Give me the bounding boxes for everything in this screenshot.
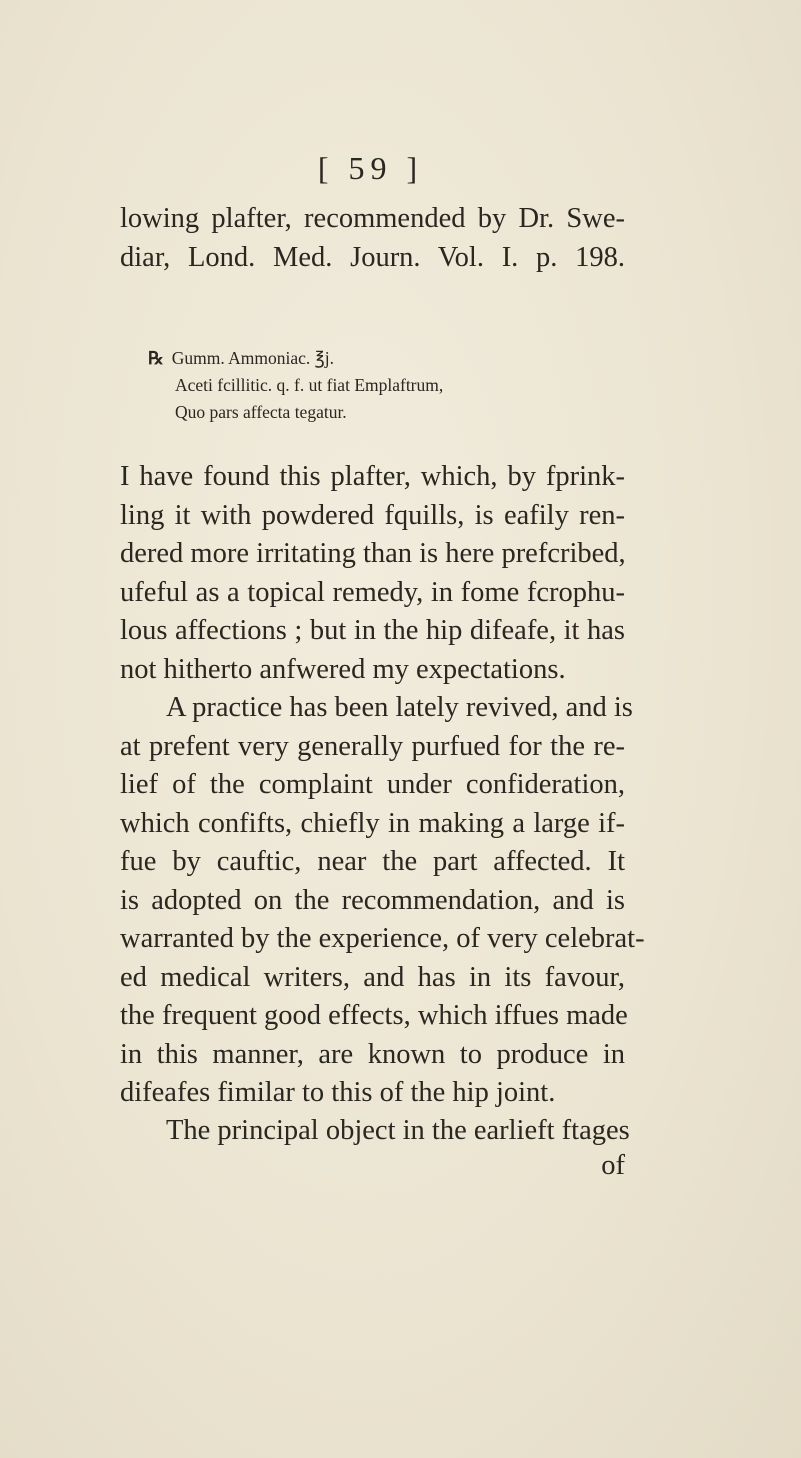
text-line: lief of the complaint under confideration, — [120, 769, 625, 800]
text-line: diar, Lond. Med. Journ. Vol. I. p. 198. — [120, 241, 625, 273]
text-line: fue by cauftic, near the part affected. It — [120, 846, 625, 877]
text-line: A practice has been lately revived, and is — [166, 692, 633, 723]
catchword: of — [601, 1150, 625, 1181]
paragraph-object — [120, 1112, 630, 1151]
text-line: warranted by the experience, of very celebrat- — [120, 923, 645, 954]
page-number: [ 59 ] — [317, 150, 424, 186]
text-line: I have found this plafter, which, by fprink- — [120, 461, 625, 492]
prescription-line — [148, 345, 443, 372]
text-line: difeafes fimilar to this of the hip joint. — [120, 1077, 556, 1108]
text-line: lowing plafter, recommended by Dr. Swe- — [120, 203, 625, 234]
prescription-block — [148, 345, 443, 426]
text-line: the frequent good effects, which iffues made — [120, 1000, 628, 1031]
prescription-line: Aceti fcillitic. q. f. ut fiat Emplaftrum, — [175, 375, 444, 395]
text-line: ufeful as a topical remedy, in fome fcrophu- — [120, 576, 625, 608]
text-line: lous affections ; but in the hip difeafe, it has — [120, 615, 625, 646]
text-line: in this manner, are known to produce in — [120, 1038, 625, 1070]
text-line: at prefent very generally purfued for the re- — [120, 730, 625, 762]
text-line: not hitherto anfwered my expectations. — [120, 653, 566, 685]
paragraph-continuation — [120, 200, 625, 277]
text-line: The principal object in the earlieft ftages — [166, 1115, 630, 1146]
text-line: ed medical writers, and has in its favour, — [120, 961, 625, 993]
prescription-line: Quo pars affecta tegatur. — [175, 402, 347, 422]
prescription-text: Gumm. Ammoniac. ℥j. — [171, 348, 334, 368]
text-line: ling it with powdered fquills, is eafily ren- — [120, 499, 625, 531]
text-line: which confifts, chiefly in making a large if- — [120, 807, 625, 839]
recipe-symbol: ℞ — [148, 348, 164, 368]
paragraph-practice — [120, 689, 645, 1113]
paragraph-plaster — [120, 458, 625, 689]
text-line: dered more irritating than is here prefcribed, — [120, 538, 626, 569]
page-header — [0, 150, 801, 187]
text-line: is adopted on the recommendation, and is — [120, 884, 625, 916]
